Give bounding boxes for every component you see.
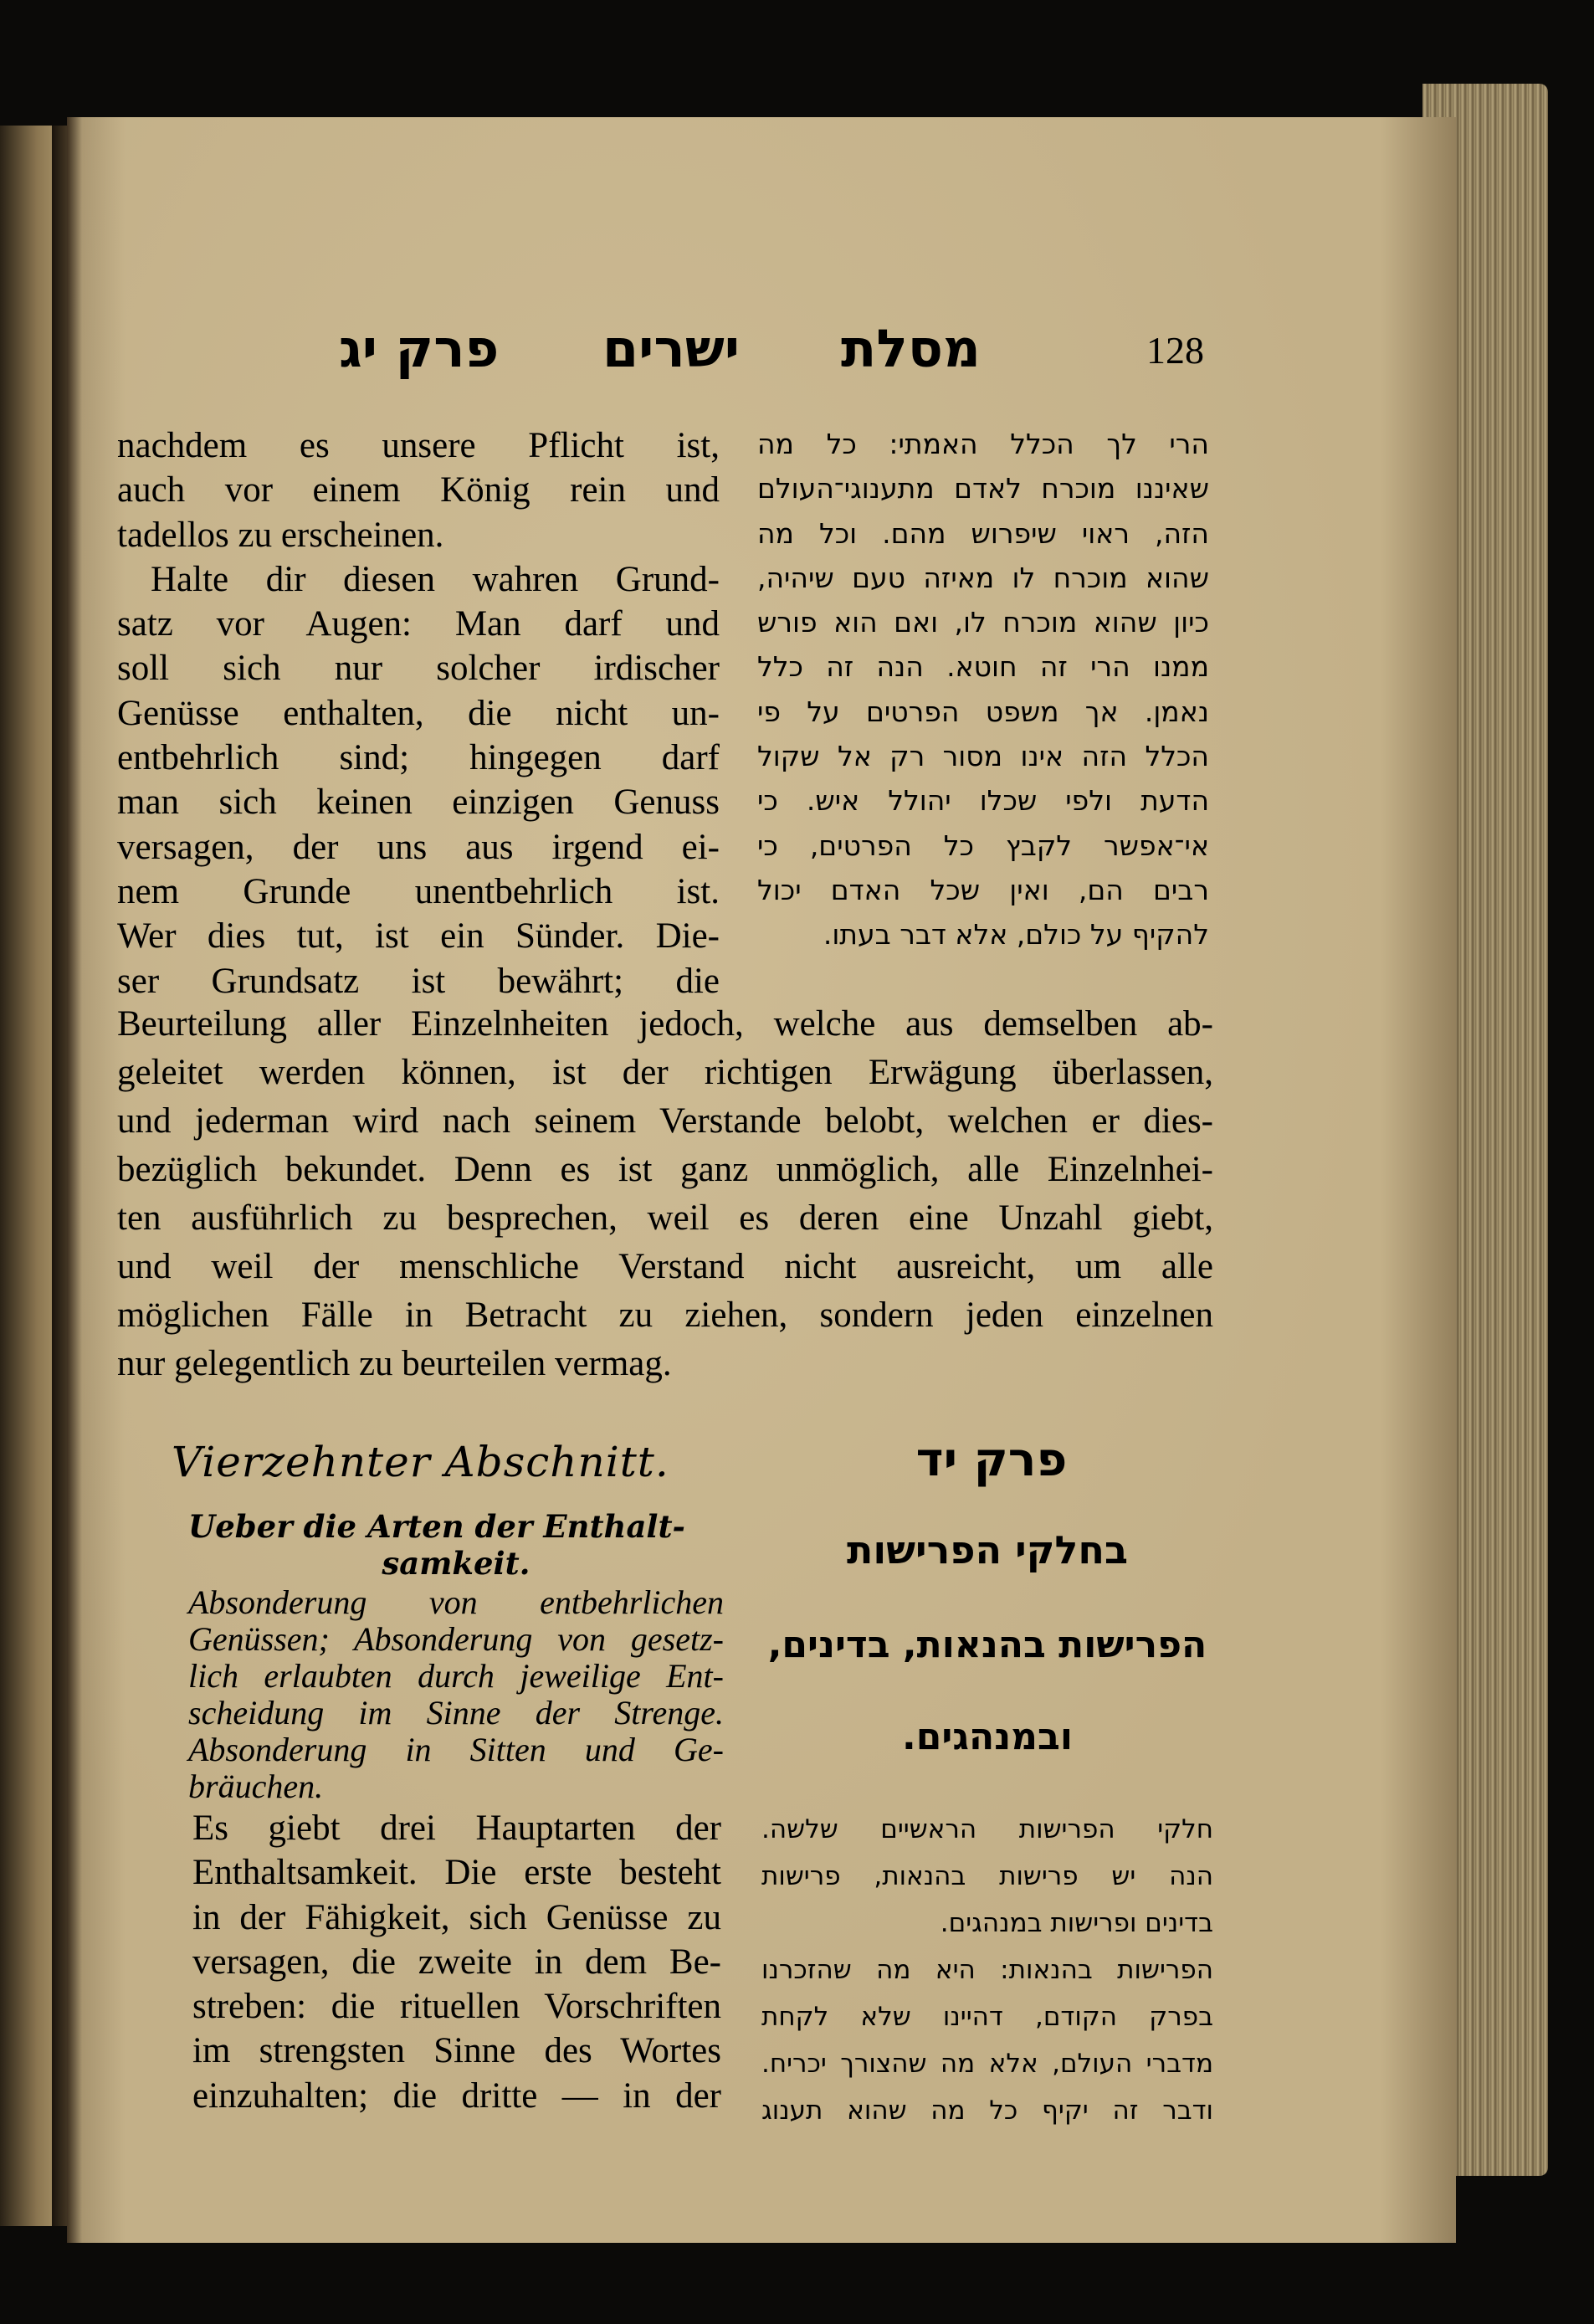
hebrew-column-top xyxy=(757,422,1209,957)
text-line: Genüsse enthalten, die nicht un- xyxy=(117,693,720,733)
page-shadow xyxy=(67,117,82,2243)
text-line: in der Fähigkeit, sich Genüsse zu xyxy=(192,1897,721,1937)
text-line: soll sich nur solcher irdischer xyxy=(117,649,720,689)
text-line: im strengsten Sinne des Wortes xyxy=(192,2031,721,2071)
header-title-mesilat: מסלת xyxy=(841,318,981,379)
text-line: auch vor einem König rein und xyxy=(117,470,720,510)
text-line: הנה יש פרישות בהנאות, פרישות xyxy=(761,1861,1213,1891)
text-line: möglichen Fälle in Betracht zu ziehen, sondern jeden einzelnen xyxy=(117,1295,1213,1335)
text-line: entbehrlich sind; hingegen darf xyxy=(117,738,720,778)
chapter-heading-hebrew: פרק יד xyxy=(915,1433,1068,1487)
text-line: nem Grunde unentbehrlich ist. xyxy=(117,871,720,911)
text-line: versagen, die zweite in dem Be- xyxy=(192,1942,721,1982)
text-line: Es giebt drei Hauptarten der xyxy=(192,1808,721,1848)
text-line: lich erlaubten durch jeweilige Ent- xyxy=(188,1657,724,1695)
text-line: satz vor Augen: Man darf und xyxy=(117,604,720,644)
text-line: nachdem es unsere Pflicht ist, xyxy=(117,426,720,465)
hebrew-column-bottom xyxy=(761,1806,1213,2134)
page-number: 128 xyxy=(1146,329,1204,372)
text-line: bräuchen. xyxy=(188,1767,324,1805)
subtitle-line: Ueber die Arten der Enthalt- xyxy=(188,1508,685,1545)
text-line: הפרישות בהנאות: היא מה שהזכרנו xyxy=(761,1955,1213,1985)
section-subtitle-hebrew-1: הפרישות בהנאות, בדינים, xyxy=(767,1624,1207,1666)
german-full-width xyxy=(117,1000,1213,1388)
text-line: versagen, der uns aus irgend ei- xyxy=(117,827,720,867)
text-line: tadellos zu erscheinen. xyxy=(117,515,444,555)
text-line: בדינים ופרישות במנהגים. xyxy=(940,1908,1213,1938)
text-line: נאמן. אך משפט הפרטים על פי xyxy=(757,695,1209,728)
text-line: geleitet werden können, ist der richtigen Erwägung überlassen, xyxy=(117,1053,1213,1092)
text-line: הרי לך הכלל האמתי: כל מה xyxy=(757,428,1209,460)
text-line: nur gelegentlich zu beurteilen vermag. xyxy=(117,1344,672,1383)
text-line: מדברי העולם, אלא מה שהצורך יכריח. xyxy=(761,2049,1213,2079)
text-line: bezüglich bekundet. Denn es ist ganz unmöglich, alle Einzelnhei- xyxy=(117,1150,1213,1189)
section-title-hebrew: בחלקי הפרישות xyxy=(846,1527,1129,1572)
text-line: Genüssen; Absonderung von gesetz- xyxy=(188,1620,724,1658)
german-column-top xyxy=(117,423,720,1003)
text-line: ממנו הרי זה חוטא. הנה זה כלל xyxy=(757,650,1209,684)
text-line: Absonderung von entbehrlichen xyxy=(188,1583,724,1621)
text-line: הדעת ולפי שכלו יהולל איש. כי xyxy=(757,784,1209,818)
section-title-german: Vierzehnter Abschnitt. xyxy=(172,1438,669,1486)
text-line: und jederman wird nach seinem Verstande belobt, welchen er dies- xyxy=(117,1101,1213,1141)
german-column-bottom xyxy=(192,1806,721,2118)
text-line: הכלל הזה אינו מסור רק אל שקול xyxy=(757,740,1209,773)
text-line: שהוא מוכרח לו מאיזה טעם שיהיה, xyxy=(757,561,1209,594)
text-line: Halte dir diesen wahren Grund- xyxy=(151,559,720,599)
text-line: בפרק הקודם, דהיינו שלא לקחת xyxy=(761,2002,1213,2032)
section-summary-german xyxy=(188,1584,724,1805)
subtitle-line: samkeit. xyxy=(382,1545,530,1582)
text-line: הזה, ראוי שיפרוש מהם. וכל מה xyxy=(757,516,1209,550)
text-line: Absonderung in Sitten und Ge- xyxy=(188,1731,724,1768)
text-line: einzuhalten; die dritte — in der xyxy=(192,2075,721,2116)
text-line: ser Grundsatz ist bewährt; die xyxy=(117,961,720,1001)
text-line: und weil der menschliche Verstand nicht ausreicht, um alle xyxy=(117,1247,1213,1286)
text-line: כיון שהוא מוכרח לו, ואם הוא פורש xyxy=(757,606,1209,639)
header-title-yesharim: ישרים xyxy=(602,318,741,379)
text-line: שאיננו מוכרח לאדם מתענוגי־העולם xyxy=(757,472,1209,505)
text-line: רבים הם, ואין שכל האדם יכול xyxy=(757,873,1209,906)
text-line: Enthaltsamkeit. Die erste besteht xyxy=(192,1853,721,1893)
header-chapter: פרק יג xyxy=(339,318,500,379)
text-line: ten ausführlich zu besprechen, weil es deren eine Unzahl giebt, xyxy=(117,1198,1213,1238)
text-line: ודבר זה יקיף כל מה שהוא תענוג xyxy=(761,2096,1213,2126)
text-line: Beurteilung aller Einzelnheiten jedoch, welche aus demselben ab- xyxy=(117,1004,1213,1044)
text-line: אי־אפשר לקבץ כל הפרטים, כי xyxy=(757,829,1209,862)
section-subtitle-german xyxy=(188,1508,724,1582)
section-subtitle-hebrew-2: ובמנהגים. xyxy=(902,1716,1073,1758)
text-line: להקיף על כולם, אלא דבר בעתו. xyxy=(823,918,1209,952)
text-line: scheidung im Sinne der Strenge. xyxy=(188,1694,724,1731)
text-line: man sich keinen einzigen Genuss xyxy=(117,782,720,823)
text-line: חלקי הפרישות הראשיים שלשה. xyxy=(761,1814,1213,1844)
text-line: Wer dies tut, ist ein Sünder. Die- xyxy=(117,916,720,957)
text-line: streben: die rituellen Vorschriften xyxy=(192,1987,721,2027)
